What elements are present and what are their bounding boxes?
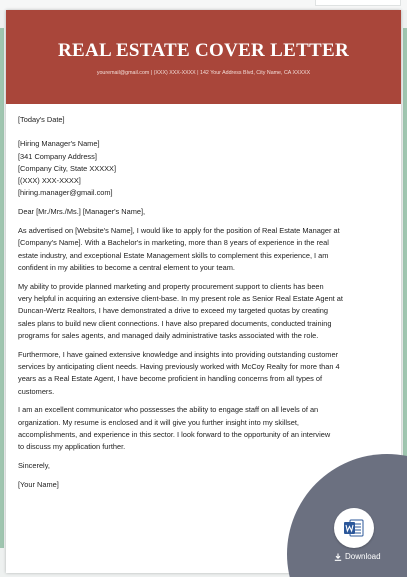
top-tab xyxy=(315,0,401,6)
word-document-icon xyxy=(344,519,364,537)
paragraph-line: organization. My resume is enclosed and it will give you further insight into my skillset, xyxy=(18,417,299,427)
paragraph-line: [Company's Name]. With a Bachelor's in marketing, more than 8 years of experience in the real xyxy=(18,238,329,248)
paragraph-3 xyxy=(18,349,386,398)
download-label: Download xyxy=(345,552,381,561)
paragraph-line: customers. xyxy=(18,386,55,396)
paragraph-line: to discuss my application further. xyxy=(18,442,126,452)
left-edge-decoration xyxy=(0,28,4,548)
paragraph-line: As advertised on [Website's Name], I would like to apply for the position of Real Estate Manager at xyxy=(18,226,340,236)
letter-header xyxy=(6,10,401,104)
paragraph-line: estate industry, and exceptional Estate Management skills to complement this experience, I am xyxy=(18,250,329,260)
download-icon xyxy=(334,553,342,561)
paragraph-line: services by anticipating client needs. Having previously worked with McCoy Realty for more than 4 xyxy=(18,362,340,372)
recipient-email: [hiring.manager@gmail.com] xyxy=(18,188,113,198)
paragraph-line: Duncan-Wertz Realtors, I have demonstrated a drive to exceed my targeted quotas by creating xyxy=(18,306,329,316)
recipient-phone: [(XXX) XXX-XXXX] xyxy=(18,176,81,186)
paragraph-line: programs for sales agents, and managed daily administrative tasks associated with the role. xyxy=(18,330,319,340)
paragraph-line: years as a Real Estate Agent, I have become proficient in handling concerns from all types of xyxy=(18,374,323,384)
signature: [Your Name] xyxy=(18,479,59,489)
paragraph-line: accomplishments, and experience in this sector. I look forward to the opportunity of an interview xyxy=(18,430,331,440)
paragraph-line: I am an excellent communicator who possesses the ability to engage staff on all levels of an xyxy=(18,405,319,415)
paragraph-2 xyxy=(18,281,386,342)
paragraph-line: Furthermore, I have gained extensive knowledge and insights into providing outstanding customer xyxy=(18,349,339,359)
paragraph-4 xyxy=(18,404,386,453)
paragraph-line: My ability to provide planned marketing and property procurement support to clients has been xyxy=(18,281,324,291)
download-button[interactable] xyxy=(334,552,381,561)
letter-title: REAL ESTATE COVER LETTER xyxy=(57,40,350,61)
recipient-name: [Hiring Manager's Name] xyxy=(18,139,100,149)
paragraph-1 xyxy=(18,225,386,274)
contact-line: youremail@gmail.com | (XXX) XXX-XXXX | 142 Your Address Blvd, City Name, CA XXXXX xyxy=(96,70,311,76)
recipient-city: [Company City, State XXXXX] xyxy=(18,163,117,173)
recipient-address: [341 Company Address] xyxy=(18,151,97,161)
date-line: [Today's Date] xyxy=(18,115,65,124)
letter-body xyxy=(18,114,386,491)
paragraph-line: very helpful in acquiring an extensive client-base. In my present role as Senior Real Estate Agent at xyxy=(18,294,343,304)
paragraph-line: confident in my abilities to become a central element to your team. xyxy=(18,262,235,272)
salutation: Dear [Mr./Mrs./Ms.] [Manager's Name], xyxy=(18,207,146,217)
word-badge[interactable] xyxy=(334,508,374,548)
paragraph-line: sales plans to build new client connections. I have also prepared documents, conducted training xyxy=(18,318,332,328)
closing: Sincerely, xyxy=(18,461,50,471)
